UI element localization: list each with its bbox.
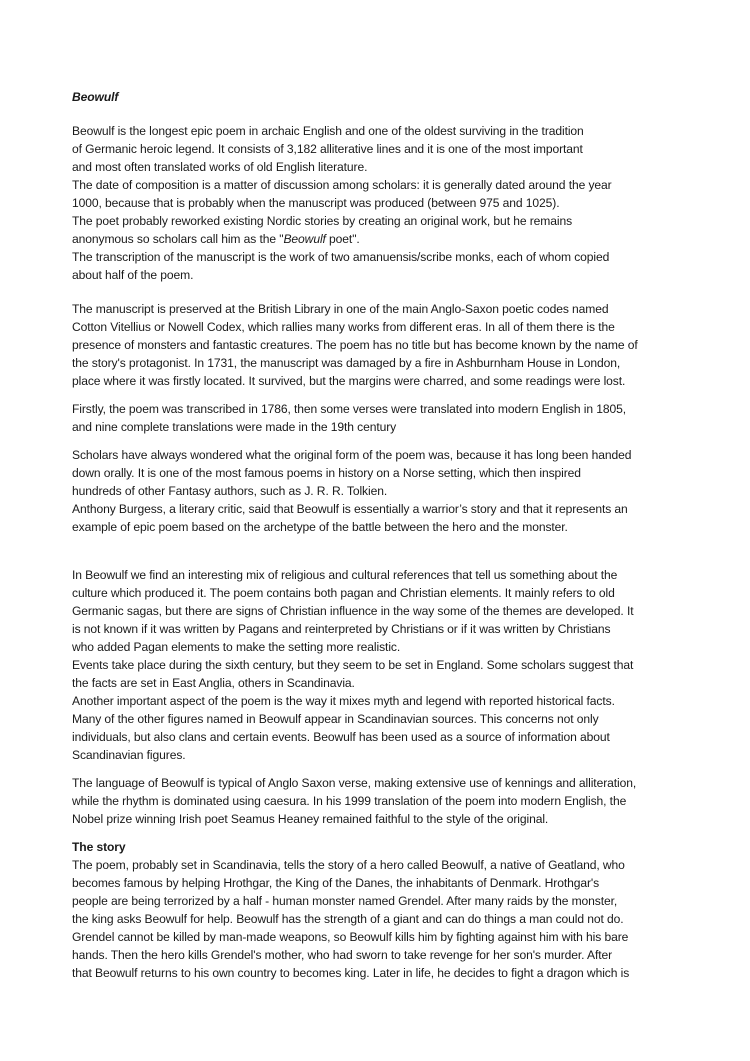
text-line: that Beowulf returns to his own country to becomes king. Later in life, he decides to fight a dragon which is [72,966,630,980]
paragraph-story [72,856,684,982]
paragraph-transcription [72,400,684,436]
text-line: example of epic poem based on the archetype of the battle between the hero and the monster. [72,520,568,534]
text-line: In Beowulf we find an interesting mix of religious and cultural references that tell us something about the [72,568,618,582]
text-line: The transcription of the manuscript is the work of two amanuensis/scribe monks, each of whom copied [72,250,610,264]
text-line: Events take place during the sixth century, but they seem to be set in England. Some scholars suggest that [72,658,634,672]
paragraph-language [72,774,684,828]
text-line: Another important aspect of the poem is the way it mixes myth and legend with reported historical facts. [72,694,615,708]
text-line: hundreds of other Fantasy authors, such as J. R. R. Tolkien. [72,484,388,498]
paragraph-scholars [72,446,684,536]
text-line: Scandinavian figures. [72,748,186,762]
text-line: is not known if it was written by Pagans and reinterpreted by Christians or if it was written by Christians [72,622,611,636]
text-line: Nobel prize winning Irish poet Seamus Heaney remained faithful to the style of the original. [72,812,549,826]
text-line: individuals, but also clans and certain events. Beowulf has been used as a source of information about [72,730,610,744]
text-line: becomes famous by helping Hrothgar, the King of the Danes, the inhabitants of Denmark. Hrothgar's [72,876,600,890]
text-line: down orally. It is one of the most famous poems in history on a Norse setting, which then inspired [72,466,581,480]
text-line: The manuscript is preserved at the British Library in one of the main Anglo-Saxon poetic codes named [72,302,609,316]
text-line: while the rhythm is dominated using caesura. In his 1999 translation of the poem into modern English, the [72,794,627,808]
text-line: who added Pagan elements to make the setting more realistic. [72,640,401,654]
document-body [72,88,684,992]
text-fragment: poet". [325,232,360,246]
text-line: the king asks Beowulf for help. Beowulf has the strength of a giant and can do things a man could not do. [72,912,624,926]
text-line: of Germanic heroic legend. It consists of 3,182 alliterative lines and it is one of the most important [72,142,583,156]
text-line: Cotton Vitellius or Nowell Codex, which rallies many works from different eras. In all of them there is the [72,320,615,334]
paragraph-intro [72,122,684,284]
text-line: and most often translated works of old English literature. [72,160,368,174]
text-line-mixed [72,230,684,248]
text-line: Anthony Burgess, a literary critic, said that Beowulf is essentially a warrior’s story and that it represents an [72,502,628,516]
text-line: about half of the poem. [72,268,194,282]
text-line: Grendel cannot be killed by man-made weapons, so Beowulf kills him by fighting against him with his bare [72,930,629,944]
document-title: Beowulf [72,90,119,104]
text-line: The language of Beowulf is typical of Anglo Saxon verse, making extensive use of kennings and alliteration, [72,776,637,790]
text-line: The poem, probably set in Scandinavia, tells the story of a hero called Beowulf, a native of Geatland, who [72,858,625,872]
text-line: and nine complete translations were made in the 19th century [72,420,397,434]
text-fragment: anonymous so scholars call him as the " [72,232,284,246]
text-line: hands. Then the hero kills Grendel's mother, who had sworn to take revenge for her son's murder. After [72,948,613,962]
text-line: Many of the other figures named in Beowulf appear in Scandinavian sources. This concerns not only [72,712,599,726]
text-line: The date of composition is a matter of discussion among scholars: it is generally dated around the year [72,178,612,192]
text-line: The poet probably reworked existing Nordic stories by creating an original work, but he remains [72,214,573,228]
text-line: the facts are set in East Anglia, others in Scandinavia. [72,676,355,690]
italic-title-fragment: Beowulf [283,232,326,246]
text-line: Scholars have always wondered what the original form of the poem was, because it has long been handed [72,448,632,462]
text-line: people are being terrorized by a half - human monster named Grendel. After many raids by the monster, [72,894,618,908]
paragraph-religion-culture [72,566,684,764]
text-line: Germanic sagas, but there are signs of Christian influence in the way some of the themes are developed. It [72,604,634,618]
text-line: the story's protagonist. In 1731, the manuscript was damaged by a fire in Ashburnham House in London, [72,356,621,370]
text-line: 1000, because that is probably when the manuscript was produced (between 975 and 1025). [72,196,560,210]
text-line: Firstly, the poem was transcribed in 1786, then some verses were translated into modern English in 1805, [72,402,627,416]
text-line: Beowulf is the longest epic poem in archaic English and one of the oldest surviving in the tradition [72,124,584,138]
paragraph-manuscript [72,300,684,390]
text-line: place where it was firstly located. It survived, but the margins were charred, and some readings were lost. [72,374,626,388]
text-line: culture which produced it. The poem contains both pagan and Christian elements. It mainly refers to old [72,586,615,600]
text-line: presence of monsters and fantastic creatures. The poem has no title but has become known by the name of [72,338,638,352]
section-heading-story: The story [72,840,126,854]
